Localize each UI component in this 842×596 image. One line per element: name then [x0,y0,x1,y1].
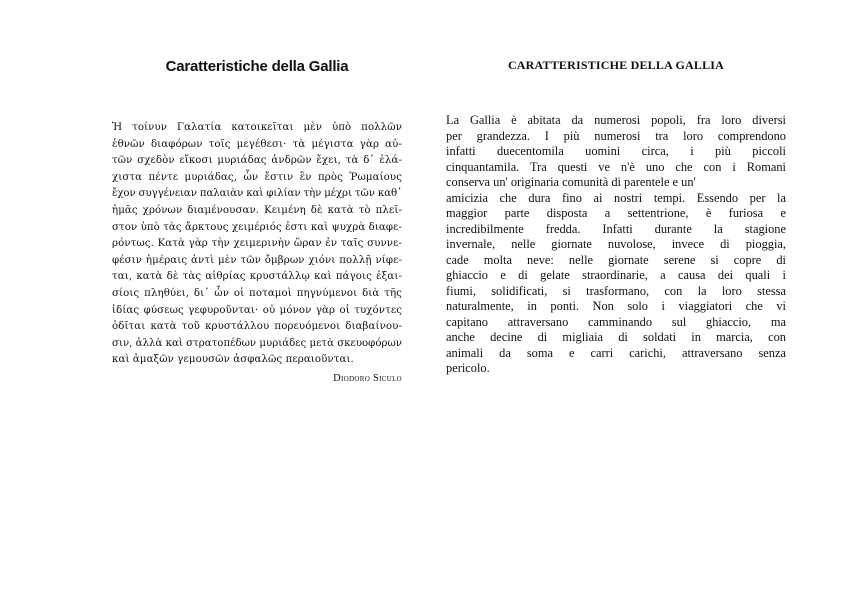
italian-text-line: invernale, nelle giornate nuvolose, invece di pioggia, [446,237,786,251]
greek-text-line: ἔχον συγγένειαν παλαιὰν καὶ φιλίαν τὴν μέχρι τῶν καθ᾽ [112,188,402,200]
italian-text-line: maggior parte disposta a settentrione, è furiosa e [446,206,786,220]
greek-text-line: Ἡ τοίνυν Γαλατία κατοικεῖται μὲν ὑπὸ πολλῶν [112,122,402,133]
greek-text-line: χιστα πέντε μυριάδας, ὧν ἔστιν ἓν πρὸς Ῥωμαίους [112,171,402,183]
italian-text-line: La Gallia è abitata da numerosi popoli, fra loro diversi [446,113,786,127]
greek-passage [112,120,402,369]
greek-text-line: σίοις πληθύει, δι᾽ ὧν οἱ ποταμοὶ πηγνύμενοι διὰ τῆς [112,287,402,299]
italian-text-line: cinquantamila. Tra questi ve n'è uno che con i Romani [446,159,786,174]
greek-text-line: καὶ ἁμαξῶν γεμουσῶν ἀσφαλῶς περαιοῦνται. [112,354,354,366]
greek-text-line: τῶν σχεδὸν εἴκοσι μυριάδας ἀνδρῶν ἔχει, τὰ δ᾽ ἐλά- [112,155,402,167]
italian-text-line: incredibilmente fredda. Infatti durante la stagione [446,221,786,236]
greek-text-line: ἐθνῶν διαφόρων τοῖς μεγέθεσι· τὰ μέγιστα γὰρ αὐ- [112,138,402,150]
greek-text-line: ρόντως. Κατὰ γὰρ τὴν χειμερινὴν ὥραν ἐν ταῖς συννε- [112,238,402,250]
italian-text-line: naturalmente, in ponti. Non solo i viaggiatori che vi [446,299,786,313]
greek-text-line: ἰδίας φύσεως γεφυροῦνται· οὐ μόνον γὰρ οἱ τυχόντες [112,304,402,316]
italian-text-line: cade molta neve: nelle giornate serene si copre di [446,252,786,267]
greek-text-line: σιν, ἀλλὰ καὶ στρατοπέδων μυριάδες μετὰ σκευοφόρων [112,337,402,349]
italian-column-title: CARATTERISTICHE DELLA GALLIA [507,58,725,72]
italian-column [446,58,786,377]
greek-text-line: ὁδῖται κατὰ τοῦ κρυστάλλου πορευόμενοι διαβαίνου- [112,321,402,333]
greek-text-line: ται, κατὰ δὲ τὰς αἰθρίας κρυστάλλῳ καὶ πάγοις ἐξαι- [112,271,402,283]
italian-text-line: ghiaccio e di gelate straordinarie, a causa dei quali i [446,268,786,282]
italian-text-line: capitano attraversano camminando sul ghiaccio, ma [446,314,786,329]
author-signature: Diodoro Siculo [333,372,402,384]
italian-text-line: amicizia che dura fino ai nostri tempi. Essendo per la [446,190,786,205]
italian-text-line: infatti duecentomila uomini circa, i più piccoli [446,144,786,158]
italian-text-line: anche decine di migliaia di soldati in marcia, con [446,330,786,344]
italian-text-line: per grandezza. I più numerosi tra loro comprendono [446,128,786,143]
greek-text-line: ἡμᾶς χρόνων διαμένουσαν. Κειμένη δὲ κατὰ τὸ πλεῖ- [112,204,402,216]
italian-text-line: pericolo. [446,361,490,375]
italian-text-line: conserva un' originaria comunità di parentele e un' [446,175,696,189]
italian-translation [446,113,786,377]
greek-column-title: Caratteristiche della Gallia [165,58,349,75]
italian-text-line: animali da soma e carri carichi, attraversano senza [446,345,786,360]
greek-column [112,50,402,384]
greek-text-line: φέσιν ἡμέραις ἀντὶ μὲν τῶν ὄμβρων χιόνι πολλῇ νίφε- [112,254,402,266]
italian-text-line: fiumi, solidificati, si trasformano, con la loro stessa [446,283,786,298]
greek-text-line: στον ὑπὸ τὰς ἄρκτους χειμέριός ἐστι καὶ ψυχρὰ διαφε- [112,221,402,233]
